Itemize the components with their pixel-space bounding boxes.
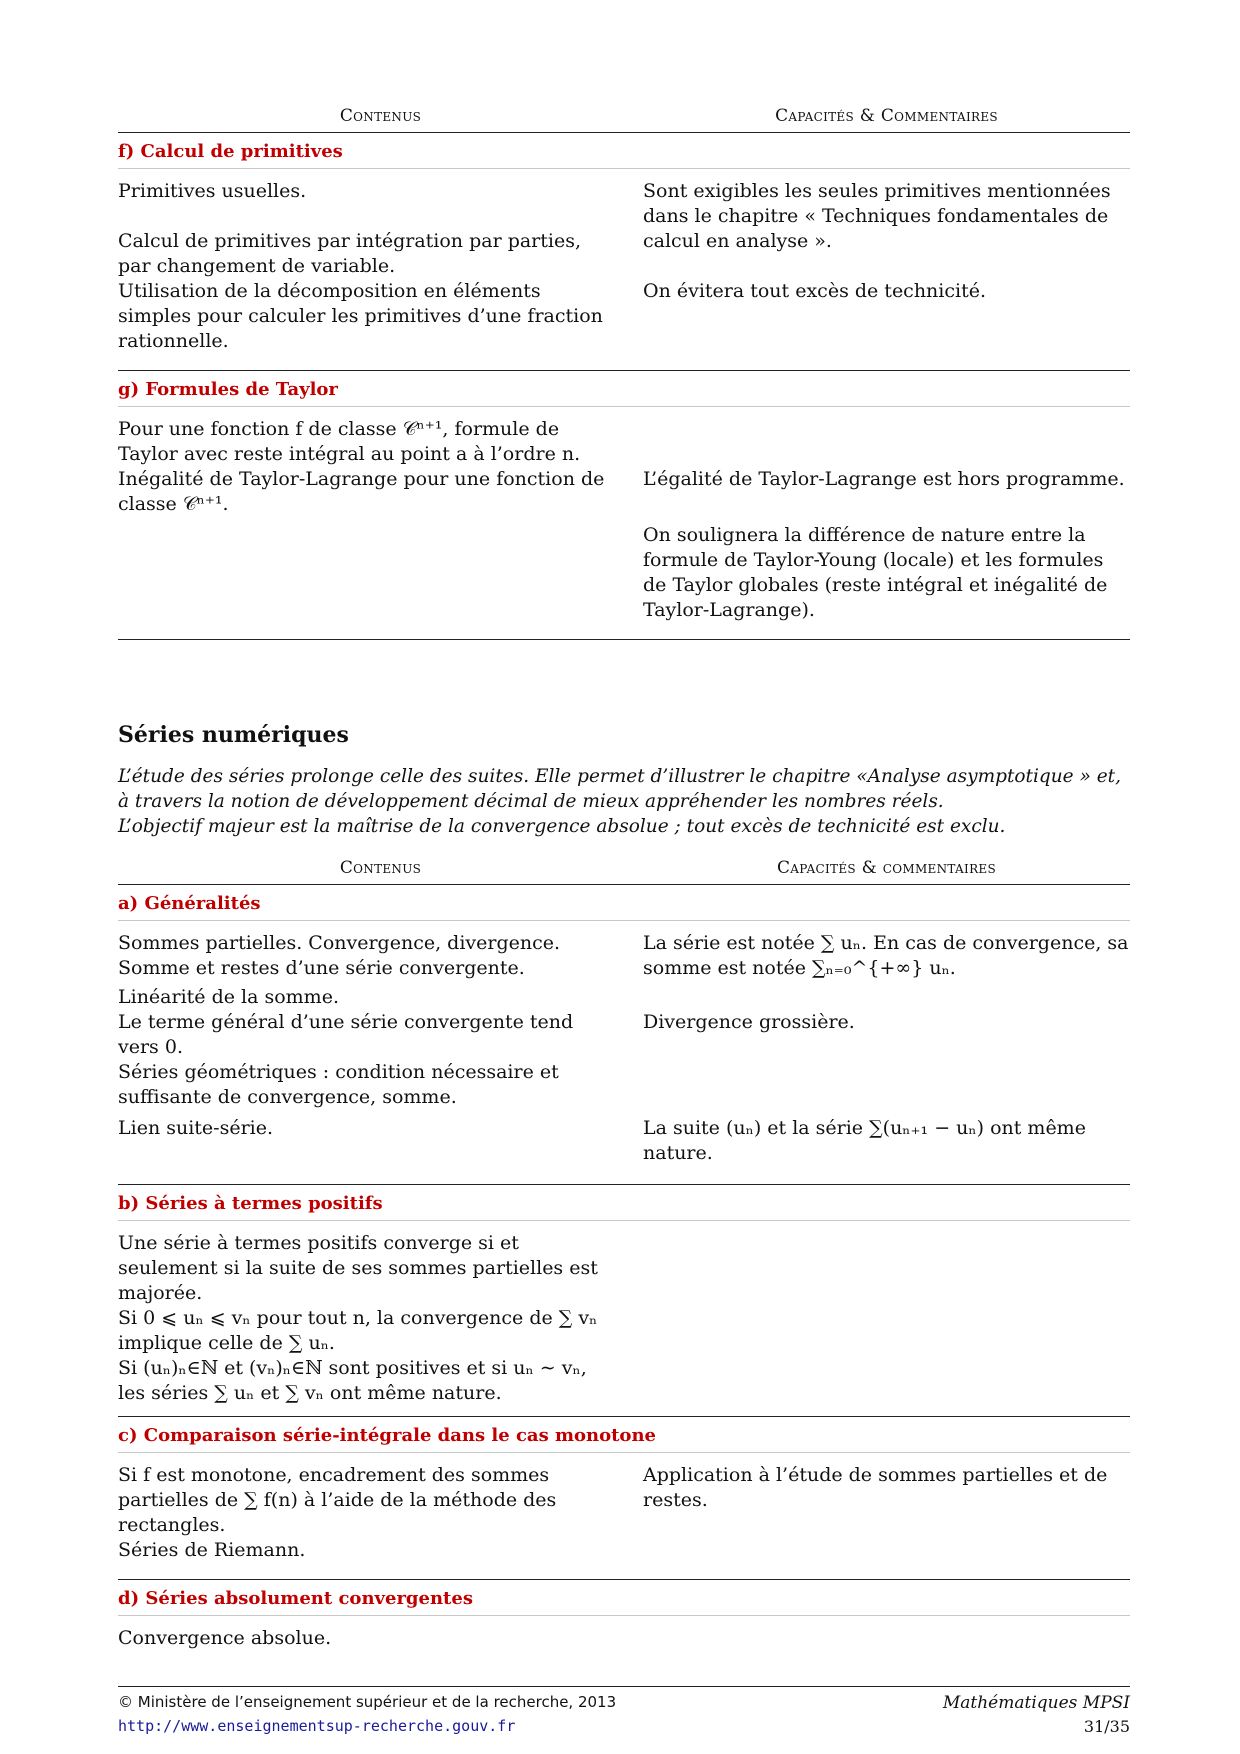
footer-course: Mathématiques MPSI bbox=[942, 1693, 1130, 1713]
table-bottom-rule bbox=[118, 639, 1130, 640]
cell-content: Séries géométriques : condition nécessaire et suffisante de convergence, somme. bbox=[118, 1061, 559, 1108]
table-header bbox=[118, 98, 1130, 133]
table-row bbox=[118, 279, 1130, 354]
footer-copyright: © Ministère de l’enseignement supérieur et de la recherche, 2013 bbox=[118, 1693, 617, 1711]
cell-comment: Sont exigibles les seules primitives mentionnées dans le chapitre « Techniques fondamentales de calcul en analyse ». bbox=[643, 180, 1111, 252]
cell-content: Pour une fonction f de classe 𝒞ⁿ⁺¹, formule de Taylor avec reste intégral au point a à l’ordre n. bbox=[118, 418, 581, 465]
cell-content: Inégalité de Taylor-Lagrange pour une fonction de classe 𝒞ⁿ⁺¹. bbox=[118, 468, 605, 515]
cell-content: Séries de Riemann. bbox=[118, 1539, 306, 1561]
cell-comment: On soulignera la différence de nature entre la formule de Taylor-Young (locale) et les formules de Taylor globales (reste intégral et inégalité de Taylor-Lagrange). bbox=[643, 524, 1108, 621]
section-title: g) Formules de Taylor bbox=[118, 370, 1130, 407]
section-title: b) Séries à termes positifs bbox=[118, 1184, 1130, 1221]
cell-content: Une série à termes positifs converge si et seulement si la suite de ses sommes partielles est majorée. bbox=[118, 1232, 598, 1304]
cell-content: Utilisation de la décomposition en éléments simples pour calculer les primitives d’une fraction rationnelle. bbox=[118, 280, 603, 352]
cell-content: Si f est monotone, encadrement des sommes partielles de ∑ f(n) à l’aide de la méthode des rectangles. bbox=[118, 1464, 557, 1536]
intro-paragraph bbox=[118, 764, 1130, 839]
cell-content: Calcul de primitives par intégration par parties, par changement de variable. bbox=[118, 230, 582, 277]
table-row bbox=[118, 1116, 1130, 1166]
section-title: a) Généralités bbox=[118, 885, 1130, 921]
cell-content: Si (uₙ)ₙ∈ℕ et (vₙ)ₙ∈ℕ sont positives et si uₙ ∼ vₙ, les séries ∑ uₙ et ∑ vₙ ont même nature. bbox=[118, 1357, 587, 1404]
document-page bbox=[118, 0, 1130, 1754]
table-row bbox=[118, 1463, 1130, 1538]
cell-content: Sommes partielles. Convergence, divergence. Somme et restes d’une série convergente. bbox=[118, 932, 561, 979]
table-row bbox=[118, 229, 1130, 279]
table-row bbox=[118, 1306, 1130, 1356]
intro-line: L’objectif majeur est la maîtrise de la convergence absolue ; tout excès de technicité est exclu. bbox=[118, 816, 1006, 837]
section-title: c) Comparaison série-intégrale dans le cas monotone bbox=[118, 1416, 1130, 1453]
header-capacites: Capacités & commentaires bbox=[777, 858, 996, 878]
table-row bbox=[118, 1538, 1130, 1563]
table-row bbox=[118, 931, 1130, 981]
table-row bbox=[118, 417, 1130, 467]
table-row bbox=[118, 1231, 1130, 1306]
cell-content: Le terme général d’une série convergente tend vers 0. bbox=[118, 1011, 574, 1058]
section-title: d) Séries absolument convergentes bbox=[118, 1579, 1130, 1616]
page-footer bbox=[118, 1686, 1130, 1736]
cell-comment: L’égalité de Taylor-Lagrange est hors programme. bbox=[643, 468, 1125, 490]
cell-content: Si 0 ⩽ uₙ ⩽ vₙ pour tout n, la convergence de ∑ vₙ implique celle de ∑ uₙ. bbox=[118, 1307, 598, 1354]
section-title: f) Calcul de primitives bbox=[118, 133, 1130, 169]
table-row bbox=[118, 1060, 1130, 1110]
section-heading: Séries numériques bbox=[118, 722, 349, 748]
footer-page-number: 31/35 bbox=[1083, 1717, 1130, 1736]
table-series bbox=[118, 850, 1130, 1651]
cell-content: Lien suite-série. bbox=[118, 1117, 274, 1139]
table-row bbox=[118, 1626, 1130, 1651]
table-header bbox=[118, 850, 1130, 885]
header-capacites: Capacités & Commentaires bbox=[775, 106, 998, 126]
cell-comment: Divergence grossière. bbox=[643, 1011, 855, 1033]
header-contenus: Contenus bbox=[339, 858, 422, 878]
table-row bbox=[118, 985, 1130, 1010]
cell-content: Linéarité de la somme. bbox=[118, 986, 339, 1008]
intro-line: L’étude des séries prolonge celle des suites. Elle permet d’illustrer le chapitre «Analyse asymptotique » et, à travers la notion de développement décimal de mieux appréhender les nombres réels. bbox=[118, 766, 1121, 812]
cell-comment: La suite (uₙ) et la série ∑(uₙ₊₁ − uₙ) ont même nature. bbox=[643, 1117, 1086, 1164]
cell-content: Primitives usuelles. bbox=[118, 180, 307, 202]
table-primitives-taylor bbox=[118, 98, 1130, 640]
header-contenus: Contenus bbox=[339, 106, 422, 126]
table-row bbox=[118, 1356, 1130, 1406]
cell-comment: Application à l’étude de sommes partielles et de restes. bbox=[643, 1464, 1108, 1511]
table-row bbox=[118, 1010, 1130, 1060]
cell-content: Convergence absolue. bbox=[118, 1627, 332, 1649]
table-row bbox=[118, 467, 1130, 517]
cell-comment: On évitera tout excès de technicité. bbox=[643, 280, 987, 302]
table-row bbox=[118, 523, 1130, 623]
cell-comment: La série est notée ∑ uₙ. En cas de convergence, sa somme est notée ∑ₙ₌₀^{+∞} uₙ. bbox=[643, 932, 1129, 979]
footer-url-link[interactable]: http://www.enseignementsup-recherche.gouv.fr bbox=[118, 1717, 516, 1735]
